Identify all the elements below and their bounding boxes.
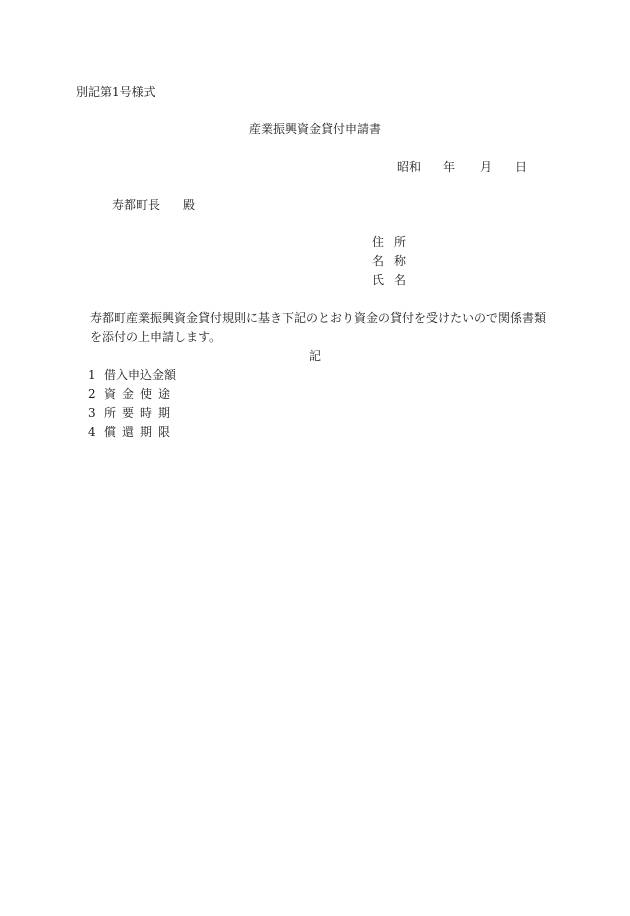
item-label: 資金使途: [104, 387, 177, 401]
list-item: [88, 407, 176, 419]
item-number: 2: [88, 387, 96, 401]
item-label: 借入申込金額: [104, 368, 177, 382]
item-number: 3: [88, 406, 96, 420]
addressee-honorific: 殿: [183, 198, 196, 212]
date-day-label: 日: [515, 160, 528, 174]
field-label-person: 氏名: [372, 273, 417, 287]
item-label: 償還期限: [104, 425, 177, 439]
date-year-label: 年: [443, 160, 456, 174]
date-month-label: 月: [480, 160, 493, 174]
date-era: 昭和: [397, 160, 422, 174]
list-item: [88, 369, 176, 381]
body-text-line-1: 寿都町産業振興資金貸付規則に基き下記のとおり資金の貸付を受けたいので関係書類: [90, 311, 547, 325]
body-text-line-2: を添付の上申請します。: [90, 330, 222, 344]
list-item: [88, 388, 176, 400]
addressee-name: 寿都町長: [112, 198, 161, 212]
list-item: [88, 426, 176, 438]
item-label: 所要時期: [104, 406, 177, 420]
form-number: 別記第1号様式: [76, 85, 156, 99]
item-number: 4: [88, 425, 96, 439]
document-title: 産業振興資金貸付申請書: [248, 122, 381, 136]
field-label-name: 名称: [372, 254, 417, 268]
record-heading: 記: [308, 349, 321, 363]
field-label-address: 住所: [372, 235, 417, 249]
item-number: 1: [88, 368, 96, 382]
